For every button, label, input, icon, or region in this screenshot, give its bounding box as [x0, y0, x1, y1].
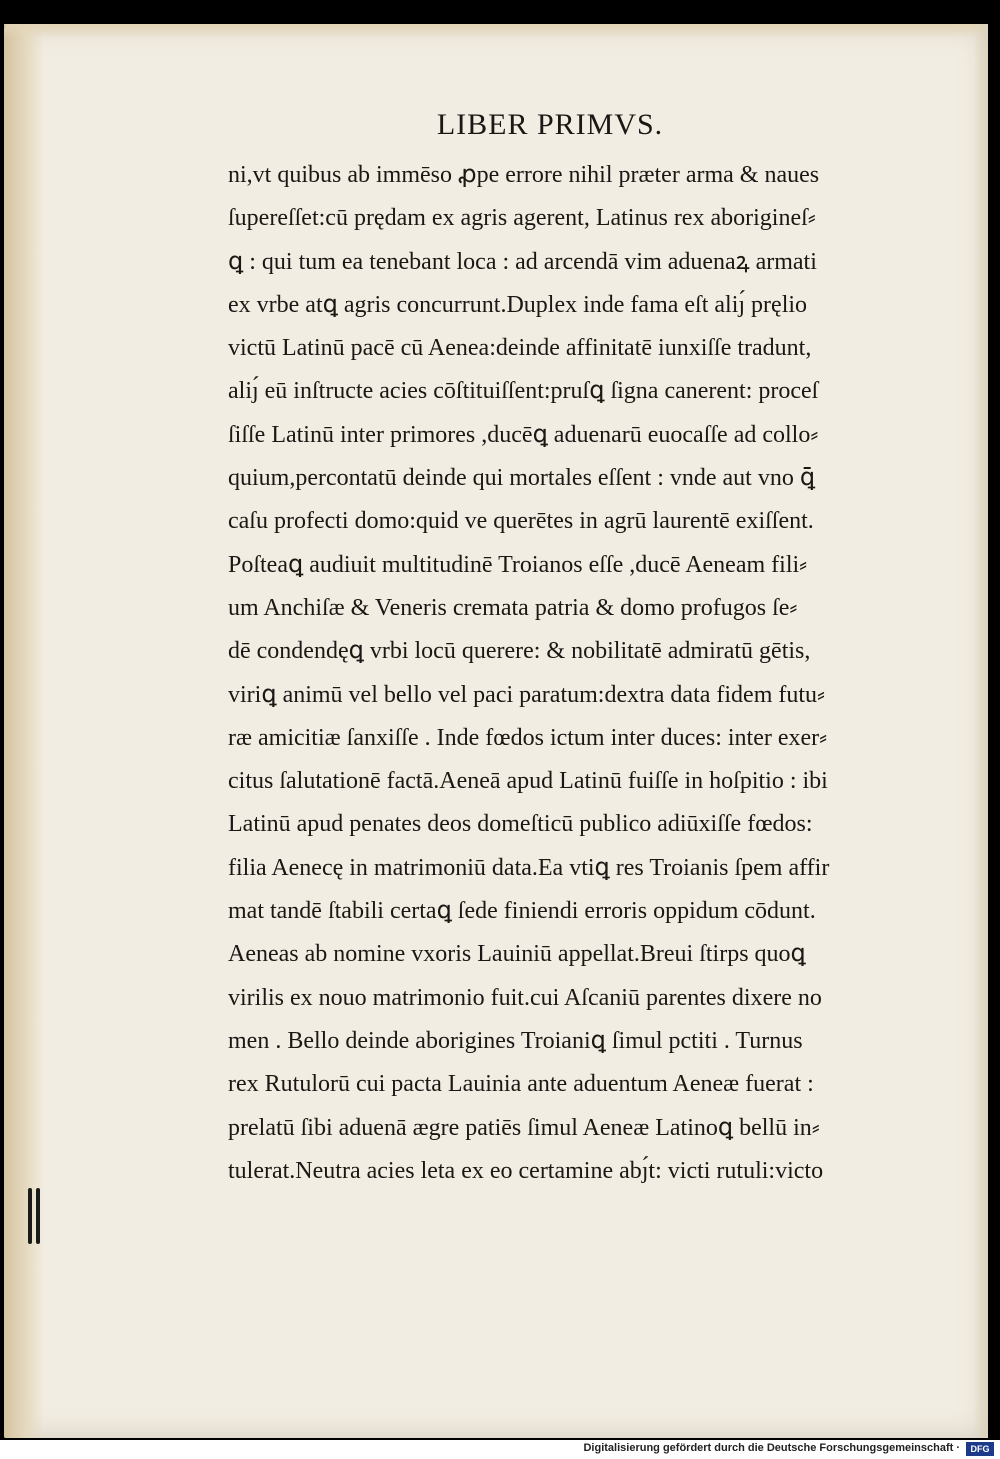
binding-mark [36, 1188, 40, 1244]
binding-marks [28, 1188, 44, 1244]
footer-bar [0, 1440, 1000, 1459]
text-line: men . Bello deinde aborigines Troianiꝗ ſimul pctiti . Turnus [228, 1027, 803, 1054]
text-line: ſiſſe Latinū inter primores ,ducēꝗ aduenarū euocaſſe ad collo⸗ [228, 421, 819, 448]
text-line: virilis ex nouo matrimonio fuit.cui Aſcaniū parentes dixere no [228, 984, 822, 1011]
text-line: tulerat.Neutra acies leta ex eo certamine abȷ́t: victi rutuli:victo [228, 1157, 824, 1184]
binding-mark [28, 1188, 32, 1244]
text-line: Aeneas ab nomine vxoris Lauiniū appellat.Breui ſtirps quoꝗ [228, 941, 806, 968]
page-edge-top [4, 24, 988, 38]
text-line: Latinū apud penates deos domeſticū publico adiūxiſſe fœdos: [228, 811, 813, 838]
text-line: ræ amicitiæ ſanxiſſe . Inde fœdos ictum inter duces: inter exer⸗ [228, 724, 828, 751]
text-line: citus ſalutationē factā.Aeneā apud Latinū fuiſſe in hoſpitio : ibi [228, 768, 828, 795]
text-line: dē condendęꝗ vrbi locū querere: & nobilitatē admiratū gētis, [228, 638, 811, 665]
text-line: caſu profecti domo:quid ve querētes in agrū laurentē exiſſent. [228, 508, 814, 535]
text-line: mat tandē ſtabili certaꝗ ſede finiendi erroris oppidum cōdunt. [228, 898, 816, 925]
text-line: quium,percontatū deinde qui mortales eſſent : vnde aut vno ꝗ̄ [228, 465, 816, 492]
text-line: aliȷ́ eū inſtructe acies cōſtituiſſent:pruſꝗ ſigna canerent: proceſ [228, 378, 819, 405]
text-line: Poſteaꝗ audiuit multitudinē Troianos eſſe ,ducē Aeneam fili⸗ [228, 551, 808, 578]
text-line: ſupereſſet:cū prędam ex agris agerent, Latinus rex aborigineſ⸗ [228, 205, 816, 232]
page-edge-right [974, 24, 988, 1438]
text-line: um Anchiſæ & Veneris cremata patria & domo profugos ſe⸗ [228, 594, 798, 621]
body-text [228, 154, 948, 1193]
text-line: ni,vt quibus ab immēso ꝓpe errore nihil præter arma & naues [228, 162, 820, 188]
text-line: rex Rutulorū cui pacta Lauinia ante aduentum Aeneæ fuerat : [228, 1071, 814, 1098]
funding-credit: Digitalisierung gefördert durch die Deutsche Forschungsgemeinschaft · [583, 1442, 960, 1454]
text-line: ex vrbe atꝗ agris concurrunt.Duplex inde fama eſt aliȷ́ pręlio [228, 291, 808, 318]
text-line: filia Aenecę in matrimoniū data.Ea vtiꝗ res Troianis ſpem affir [228, 854, 830, 881]
running-head: LIBER PRIMVS. [436, 108, 664, 141]
text-line: viriꝗ animū vel bello vel paci paratum:dextra data fidem futu⸗ [228, 681, 826, 708]
text-line: prelatū ſibi aduenā ægre patiēs ſimul Aeneæ Latinoꝗ bellū in⸗ [228, 1114, 820, 1141]
text-line: ꝗ : qui tum ea tenebant loca : ad arcendā vim aduenaꝝ armati [228, 248, 817, 275]
dfg-logo-icon: DFG [966, 1442, 994, 1456]
text-line: victū Latinū pacē cū Aenea:deinde affinitatē iunxiſſe tradunt, [228, 335, 812, 362]
